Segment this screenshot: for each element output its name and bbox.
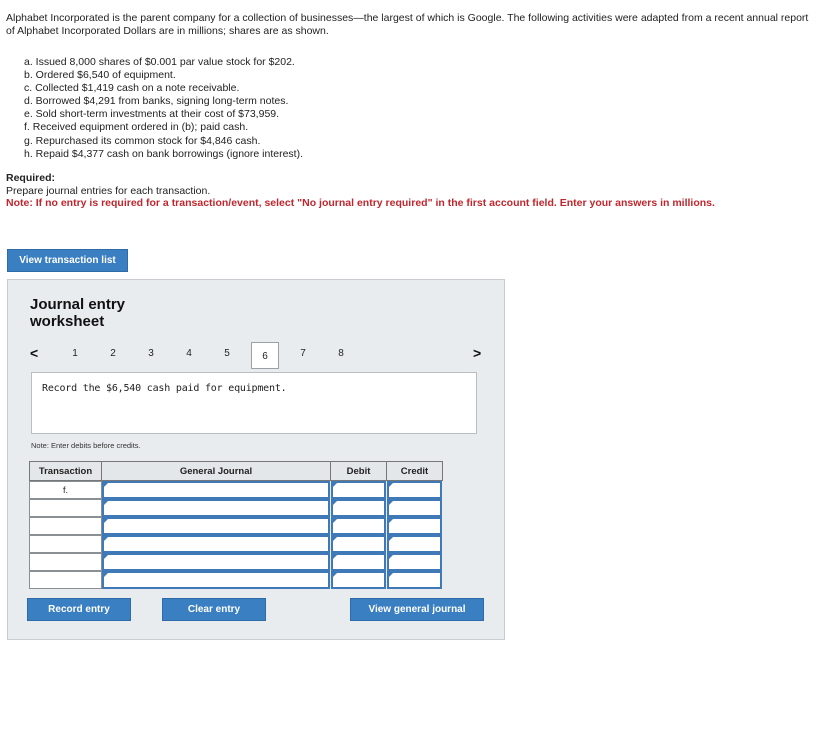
debit-input[interactable] bbox=[331, 571, 386, 589]
account-input[interactable] bbox=[102, 571, 330, 589]
account-input[interactable] bbox=[102, 535, 330, 553]
table-row-transaction-cell bbox=[29, 517, 102, 535]
column-header-debit: Debit bbox=[330, 461, 387, 481]
clear-entry-button[interactable]: Clear entry bbox=[162, 598, 266, 621]
credit-input[interactable] bbox=[387, 553, 442, 571]
debit-input[interactable] bbox=[331, 553, 386, 571]
credit-input[interactable] bbox=[387, 481, 442, 499]
account-input[interactable] bbox=[102, 553, 330, 571]
transaction-item-b: b. Ordered $6,540 of equipment. bbox=[24, 69, 176, 82]
table-row-transaction-cell bbox=[29, 499, 102, 517]
transaction-item-c: c. Collected $1,419 cash on a note receivable. bbox=[24, 82, 240, 95]
credit-input[interactable] bbox=[387, 535, 442, 553]
account-input[interactable] bbox=[102, 499, 330, 517]
transaction-list bbox=[24, 56, 303, 161]
worksheet-title bbox=[30, 296, 125, 330]
transaction-item-e: e. Sold short-term investments at their cost of $73,959. bbox=[24, 108, 280, 121]
page-2[interactable]: 2 bbox=[110, 348, 116, 359]
transaction-item-a: a. Issued 8,000 shares of $0.001 par value stock for $202. bbox=[24, 56, 295, 68]
transaction-item-d: d. Borrowed $4,291 from banks, signing long-term notes. bbox=[24, 95, 289, 108]
record-entry-button[interactable]: Record entry bbox=[27, 598, 131, 621]
transaction-item-f: f. Received equipment ordered in (b); paid cash. bbox=[24, 121, 249, 134]
page-8[interactable]: 8 bbox=[338, 348, 344, 359]
required-heading: Required: bbox=[6, 172, 56, 184]
account-input[interactable] bbox=[102, 517, 330, 535]
page-3[interactable]: 3 bbox=[148, 348, 154, 359]
debit-input[interactable] bbox=[331, 499, 386, 517]
column-header-general-journal: General Journal bbox=[101, 461, 331, 481]
column-header-transaction: Transaction bbox=[29, 461, 102, 481]
table-row-transaction-cell: f. bbox=[29, 481, 102, 499]
intro-paragraph: Alphabet Incorporated is the parent company for a collection of businesses—the largest of which is Google. The following activities were adapted from a recent annual report of Alphabet Incorporated Dollars are in millions; shares are as shown. bbox=[6, 12, 809, 37]
next-arrow-icon[interactable]: > bbox=[473, 345, 482, 361]
view-general-journal-button[interactable]: View general journal bbox=[350, 598, 484, 621]
debit-input[interactable] bbox=[331, 481, 386, 499]
prev-arrow-icon[interactable]: < bbox=[30, 345, 39, 361]
credit-input[interactable] bbox=[387, 517, 442, 535]
journal-entry-worksheet-panel bbox=[7, 279, 505, 640]
debits-before-credits-note: Note: Enter debits before credits. bbox=[31, 441, 141, 450]
transaction-description: Record the $6,540 cash paid for equipment. bbox=[42, 383, 287, 394]
transaction-description-box bbox=[31, 372, 477, 434]
worksheet-title-line1: Journal entry bbox=[30, 296, 126, 313]
page-5[interactable]: 5 bbox=[224, 348, 230, 359]
page-7[interactable]: 7 bbox=[300, 348, 306, 359]
transaction-item-h: h. Repaid $4,377 cash on bank borrowings (ignore interest). bbox=[24, 147, 303, 160]
page-4[interactable]: 4 bbox=[186, 348, 192, 359]
required-text: Prepare journal entries for each transaction. bbox=[6, 185, 211, 197]
table-row-transaction-cell bbox=[29, 535, 102, 553]
worksheet-pager bbox=[8, 341, 506, 371]
column-header-credit: Credit bbox=[386, 461, 443, 481]
view-transaction-list-button[interactable]: View transaction list bbox=[7, 249, 128, 272]
table-row-transaction-cell bbox=[29, 571, 102, 589]
table-row-transaction-cell bbox=[29, 553, 102, 571]
required-note: Note: If no entry is required for a transaction/event, select "No journal entry required" in the first account field. Enter your answers in millions. bbox=[6, 197, 715, 209]
transaction-item-g: g. Repurchased its common stock for $4,846 cash. bbox=[24, 134, 261, 147]
page-1[interactable]: 1 bbox=[72, 348, 78, 359]
credit-input[interactable] bbox=[387, 571, 442, 589]
account-input[interactable] bbox=[102, 481, 330, 499]
worksheet-title-line2: worksheet bbox=[30, 313, 105, 330]
debit-input[interactable] bbox=[331, 535, 386, 553]
debit-input[interactable] bbox=[331, 517, 386, 535]
page-6-active[interactable]: 6 bbox=[251, 342, 279, 369]
credit-input[interactable] bbox=[387, 499, 442, 517]
